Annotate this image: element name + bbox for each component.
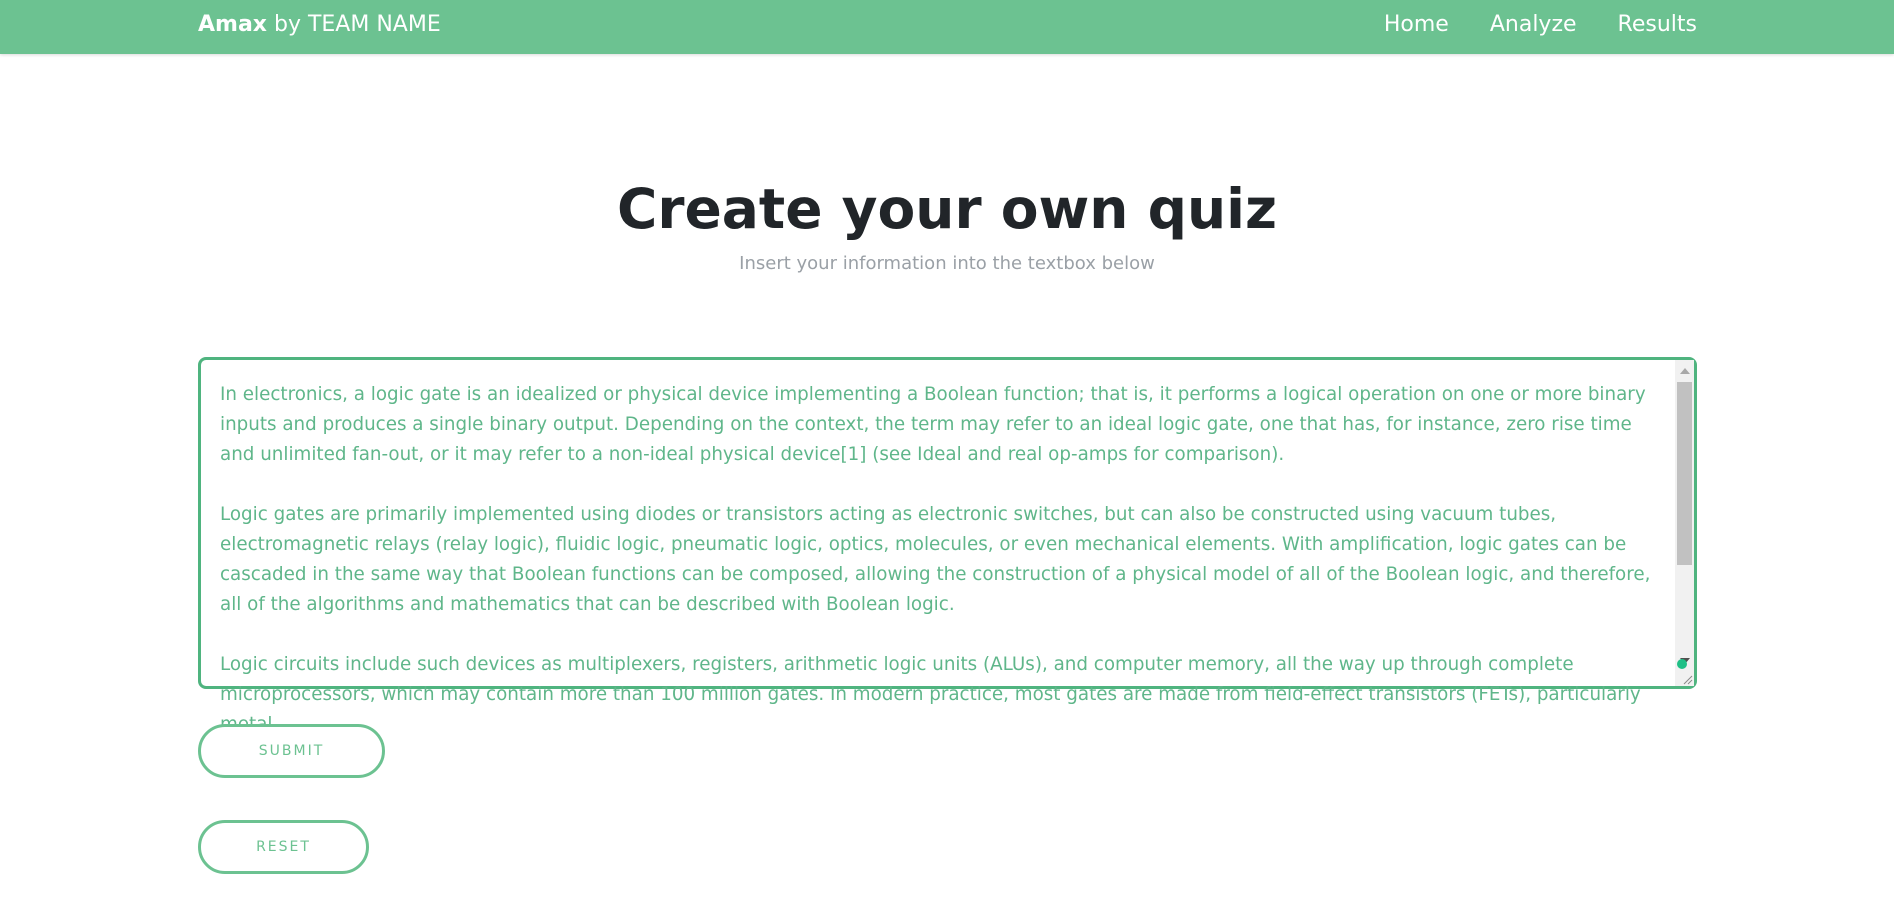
resize-handle-icon[interactable] bbox=[1681, 673, 1693, 685]
quiz-textarea[interactable] bbox=[198, 357, 1697, 705]
grammar-check-icon[interactable] bbox=[1677, 659, 1687, 669]
nav-home-link[interactable]: Home bbox=[1383, 12, 1449, 37]
brand-link[interactable] bbox=[198, 12, 441, 37]
quiz-textarea-content[interactable] bbox=[201, 360, 1675, 705]
text-paragraph: In electronics, a logic gate is an idealized or physical device implementing a Boolean function; that is, it performs a logical operation on one or more binary inputs and produces a single binary output. Depending on the context, the term may refer to an ideal logic gate, one that has, for instance, zero rise time and unlimited fan-out, or it may refer to a non-ideal physical device[1] (see Ideal and real op-amps for comparison). bbox=[220, 384, 1646, 465]
submit-button[interactable]: SUBMIT bbox=[198, 724, 385, 778]
scroll-up-arrow-icon[interactable] bbox=[1680, 368, 1690, 374]
page-title: Create your own quiz bbox=[617, 177, 1277, 241]
page-subtitle: Insert your information into the textbox below bbox=[739, 253, 1155, 274]
nav-results-link[interactable]: Results bbox=[1617, 12, 1697, 37]
nav-analyze-link[interactable]: Analyze bbox=[1489, 12, 1577, 37]
text-paragraph: Logic circuits include such devices as multiplexers, registers, arithmetic logic units (ALUs), and computer memory, all the way up through complete microprocessors, which may contain more than 100 million gates. In modern practice, most gates are made from field-effect transistors (FETs), particularly bbox=[220, 654, 1641, 705]
reset-button[interactable]: RESET bbox=[198, 820, 369, 874]
navbar bbox=[0, 0, 1894, 54]
nav-links bbox=[1384, 12, 1697, 37]
textarea-scrollbar[interactable] bbox=[1675, 360, 1694, 686]
brand-name: Amax bbox=[198, 12, 267, 37]
scrollbar-thumb[interactable] bbox=[1677, 382, 1692, 565]
brand-team: by TEAM NAME bbox=[267, 12, 441, 37]
text-paragraph: Logic gates are primarily implemented using diodes or transistors acting as electronic switches, but can also be constructed using vacuum tubes, electromagnetic relays (relay logic), fluidic logic, pneumatic logic, optics, molecules, or even mechanical elements. With amplification, logic gates can be cascaded in the same way that Boolean functions can be composed, allowing the construction of a physical model of all of the Boolean logic, and therefore, all of the algorithms and mathematics that can be described with Boolean logic. bbox=[220, 504, 1651, 615]
